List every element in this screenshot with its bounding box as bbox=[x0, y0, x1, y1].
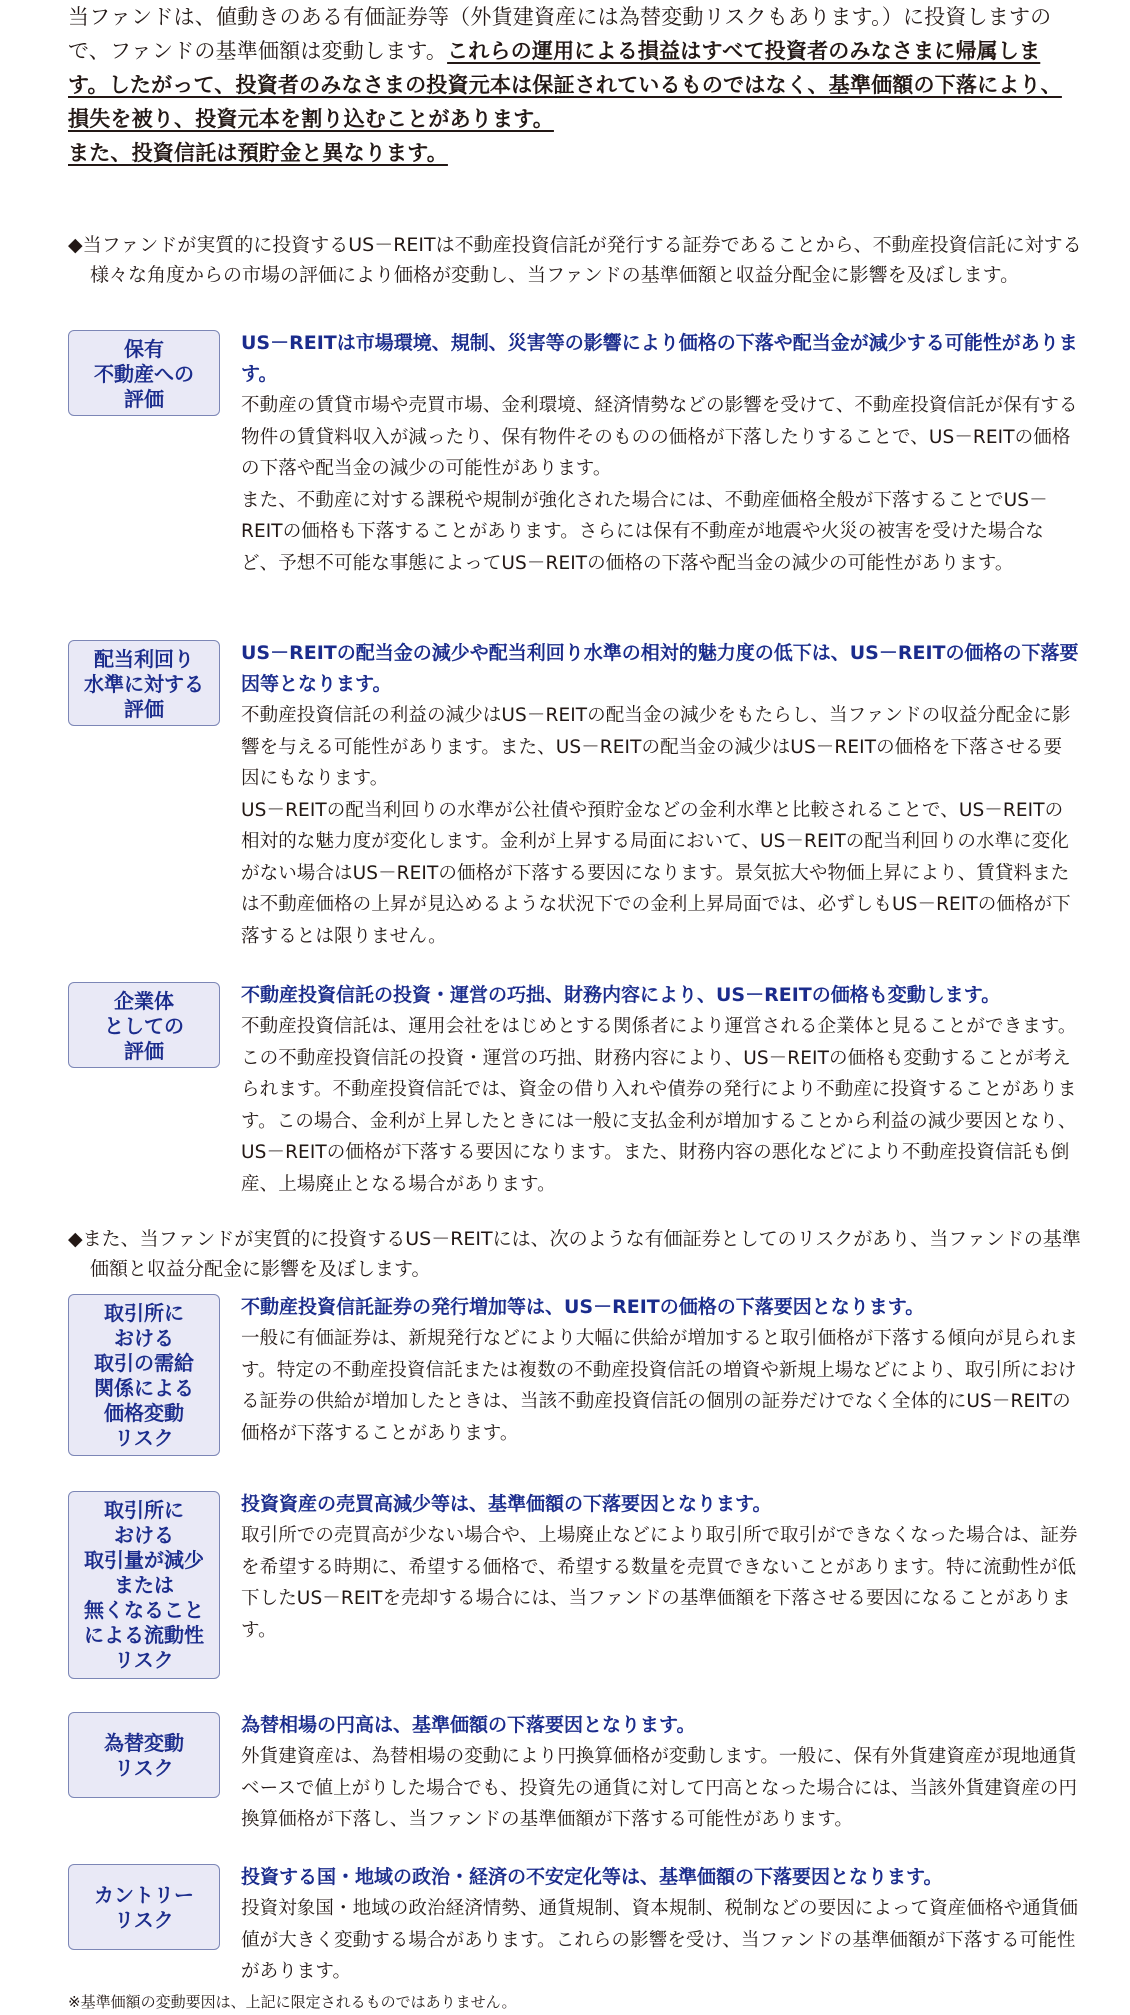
risk-paragraph: 不動産投資信託の利益の減少はUS－REITの配当金の減少をもたらし、当ファンドの収益分配金に影響を与える可能性があります。また、US－REITの配当金の減少はUS－REITの価格を下落させる要因にもなります。 bbox=[241, 705, 1071, 789]
intro-emphasis-loss: これらの運用による損益はすべて投資者のみなさまに帰属します。したがって、投資者のみなさまの投資元本は保証されているものではなく、基準価額の下落により、損失を被り、投資元本を割り込むことがあります。 bbox=[68, 39, 1062, 131]
section2-intro: ◆また、当ファンドが実質的に投資するUS－REITには、次のような有価証券としてのリスクがあり、当ファンドの基準価額と収益分配金に影響を及ぼします。 bbox=[68, 1228, 1081, 1280]
risk-heading: 不動産投資信託の投資・運営の巧拙、財務内容により、US－REITの価格も変動します。 bbox=[241, 984, 1001, 1006]
risk-paragraph: 一般に有価証券は、新規発行などにより大幅に供給が増加すると取引価格が下落する傾向が見られます。特定の不動産投資信託または複数の不動産投資信託の増資や新規上場などにより、取引所における証券の供給が増加したときは、当該不動産投資信託の個別の証券だけでなく全体的にUS－REITの価格が下落することがあります。 bbox=[241, 1328, 1079, 1444]
intro-lead: 当ファンドは、値動きのある有価証券等（外貨建資産には為替変動リスクもあります。）に投資しますので、ファンドの基準価額は変動します。 bbox=[68, 5, 1052, 63]
risk-label: 企業体 としての 評価 bbox=[68, 982, 220, 1068]
risk-label: 取引所に おける 取引の需給 関係による 価格変動 リスク bbox=[68, 1294, 220, 1456]
risk-heading: 投資資産の売買高減少等は、基準価額の下落要因となります。 bbox=[241, 1493, 772, 1515]
risk-heading: 為替相場の円高は、基準価額の下落要因となります。 bbox=[241, 1714, 696, 1736]
risk-heading: US－REITの配当金の減少や配当利回り水準の相対的魅力度の低下は、US－REITの価格の下落要因等となります。 bbox=[241, 642, 1079, 695]
footnote: ※基準価額の変動要因は、上記に限定されるものではありません。 bbox=[68, 1993, 517, 2011]
risk-label: カントリー リスク bbox=[68, 1864, 220, 1950]
risk-label: 為替変動 リスク bbox=[68, 1712, 220, 1798]
intro-statement bbox=[68, 0, 1080, 170]
risk-heading: US－REITは市場環境、規制、災害等の影響により価格の下落や配当金が減少する可能性があります。 bbox=[241, 332, 1078, 385]
risk-paragraph: 外貨建資産は、為替相場の変動により円換算価格が変動します。一般に、保有外貨建資産が現地通貨ベースで値上がりした場合でも、投資先の通貨に対して円高となった場合には、当該外貨建資産の円換算価格が下落し、当ファンドの基準価額が下落する可能性があります。 bbox=[241, 1746, 1078, 1830]
risk-content bbox=[241, 1710, 1079, 1836]
risk-label: 配当利回り 水準に対する 評価 bbox=[68, 640, 220, 726]
risk-label: 保有 不動産への 評価 bbox=[68, 330, 220, 416]
risk-content bbox=[241, 980, 1079, 1200]
risk-content bbox=[241, 1489, 1079, 1646]
risk-paragraph: 取引所での売買高が少ない場合や、上場廃止などにより取引所で取引ができなくなった場合は、証券を希望する時期に、希望する価格で、希望する数量を売買できないことがあります。特に流動性が低下したUS－REITを売却する場合には、当ファンドの基準価額を下落させる要因になることがあります。 bbox=[241, 1525, 1078, 1641]
risk-content bbox=[241, 1862, 1079, 1988]
risk-paragraph: US－REITの配当利回りの水準が公社債や預貯金などの金利水準と比較されることで、US－REITの相対的な魅力度が変化します。金利が上昇する局面において、US－REITの配当利回りの水準に変化がない場合はUS－REITの価格が下落する要因になります。景気拡大や物価上昇により、賃貸料または不動産価格の上昇が見込めるような状況下での金利上昇局面では、必ずしもUS－REITの価格が下落するとは限りません。 bbox=[241, 799, 1071, 947]
risk-paragraph: 不動産の賃貸市場や売買市場、金利環境、経済情勢などの影響を受けて、不動産投資信託が保有する物件の賃貸料収入が減ったり、保有物件そのものの価格が下落したりすることで、US－REITの価格の下落や配当金の減少の可能性があります。 bbox=[241, 395, 1078, 479]
risk-paragraph: 投資対象国・地域の政治経済情勢、通貨規制、資本規制、税制などの要因によって資産価格や通貨価値が大きく変動する場合があります。これらの影響を受け、当ファンドの基準価額が下落する可能性があります。 bbox=[241, 1898, 1079, 1982]
risk-content bbox=[241, 638, 1079, 952]
risk-label: 取引所に おける 取引量が減少 または 無くなること による流動性 リスク bbox=[68, 1491, 220, 1679]
risk-paragraph: また、不動産に対する課税や規制が強化された場合には、不動産価格全般が下落することでUS－REITの価格も下落することがあります。さらには保有不動産が地震や火災の被害を受けた場合など、予想不可能な事態によってUS－REITの価格の下落や配当金の減少の可能性があります。 bbox=[241, 489, 1048, 574]
risk-heading: 投資する国・地域の政治・経済の不安定化等は、基準価額の下落要因となります。 bbox=[241, 1866, 943, 1888]
risk-paragraph: 不動産投資信託は、運用会社をはじめとする関係者により運営される企業体と見ることができます。この不動産投資信託の投資・運営の巧拙、財務内容により、US－REITの価格も変動することが考えられます。不動産投資信託では、資金の借り入れや債券の発行により不動産に投資することがあります。この場合、金利が上昇したときには一般に支払金利が増加することから利益の減少要因となり、US－REITの価格が下落する要因になります。また、財務内容の悪化などにより不動産投資信託も倒産、上場廃止となる場合があります。 bbox=[241, 1016, 1077, 1195]
intro-emphasis-deposit: また、投資信託は預貯金と異なります。 bbox=[68, 141, 448, 165]
risk-heading: 不動産投資信託証券の発行増加等は、US－REITの価格の下落要因となります。 bbox=[241, 1296, 925, 1318]
risk-content bbox=[241, 328, 1079, 579]
section1-intro: ◆当ファンドが実質的に投資するUS－REITは不動産投資信託が発行する証券であることから、不動産投資信託に対する様々な角度からの市場の評価により価格が変動し、当ファンドの基準価額と収益分配金に影響を及ぼします。 bbox=[68, 234, 1082, 286]
risk-content bbox=[241, 1292, 1079, 1449]
